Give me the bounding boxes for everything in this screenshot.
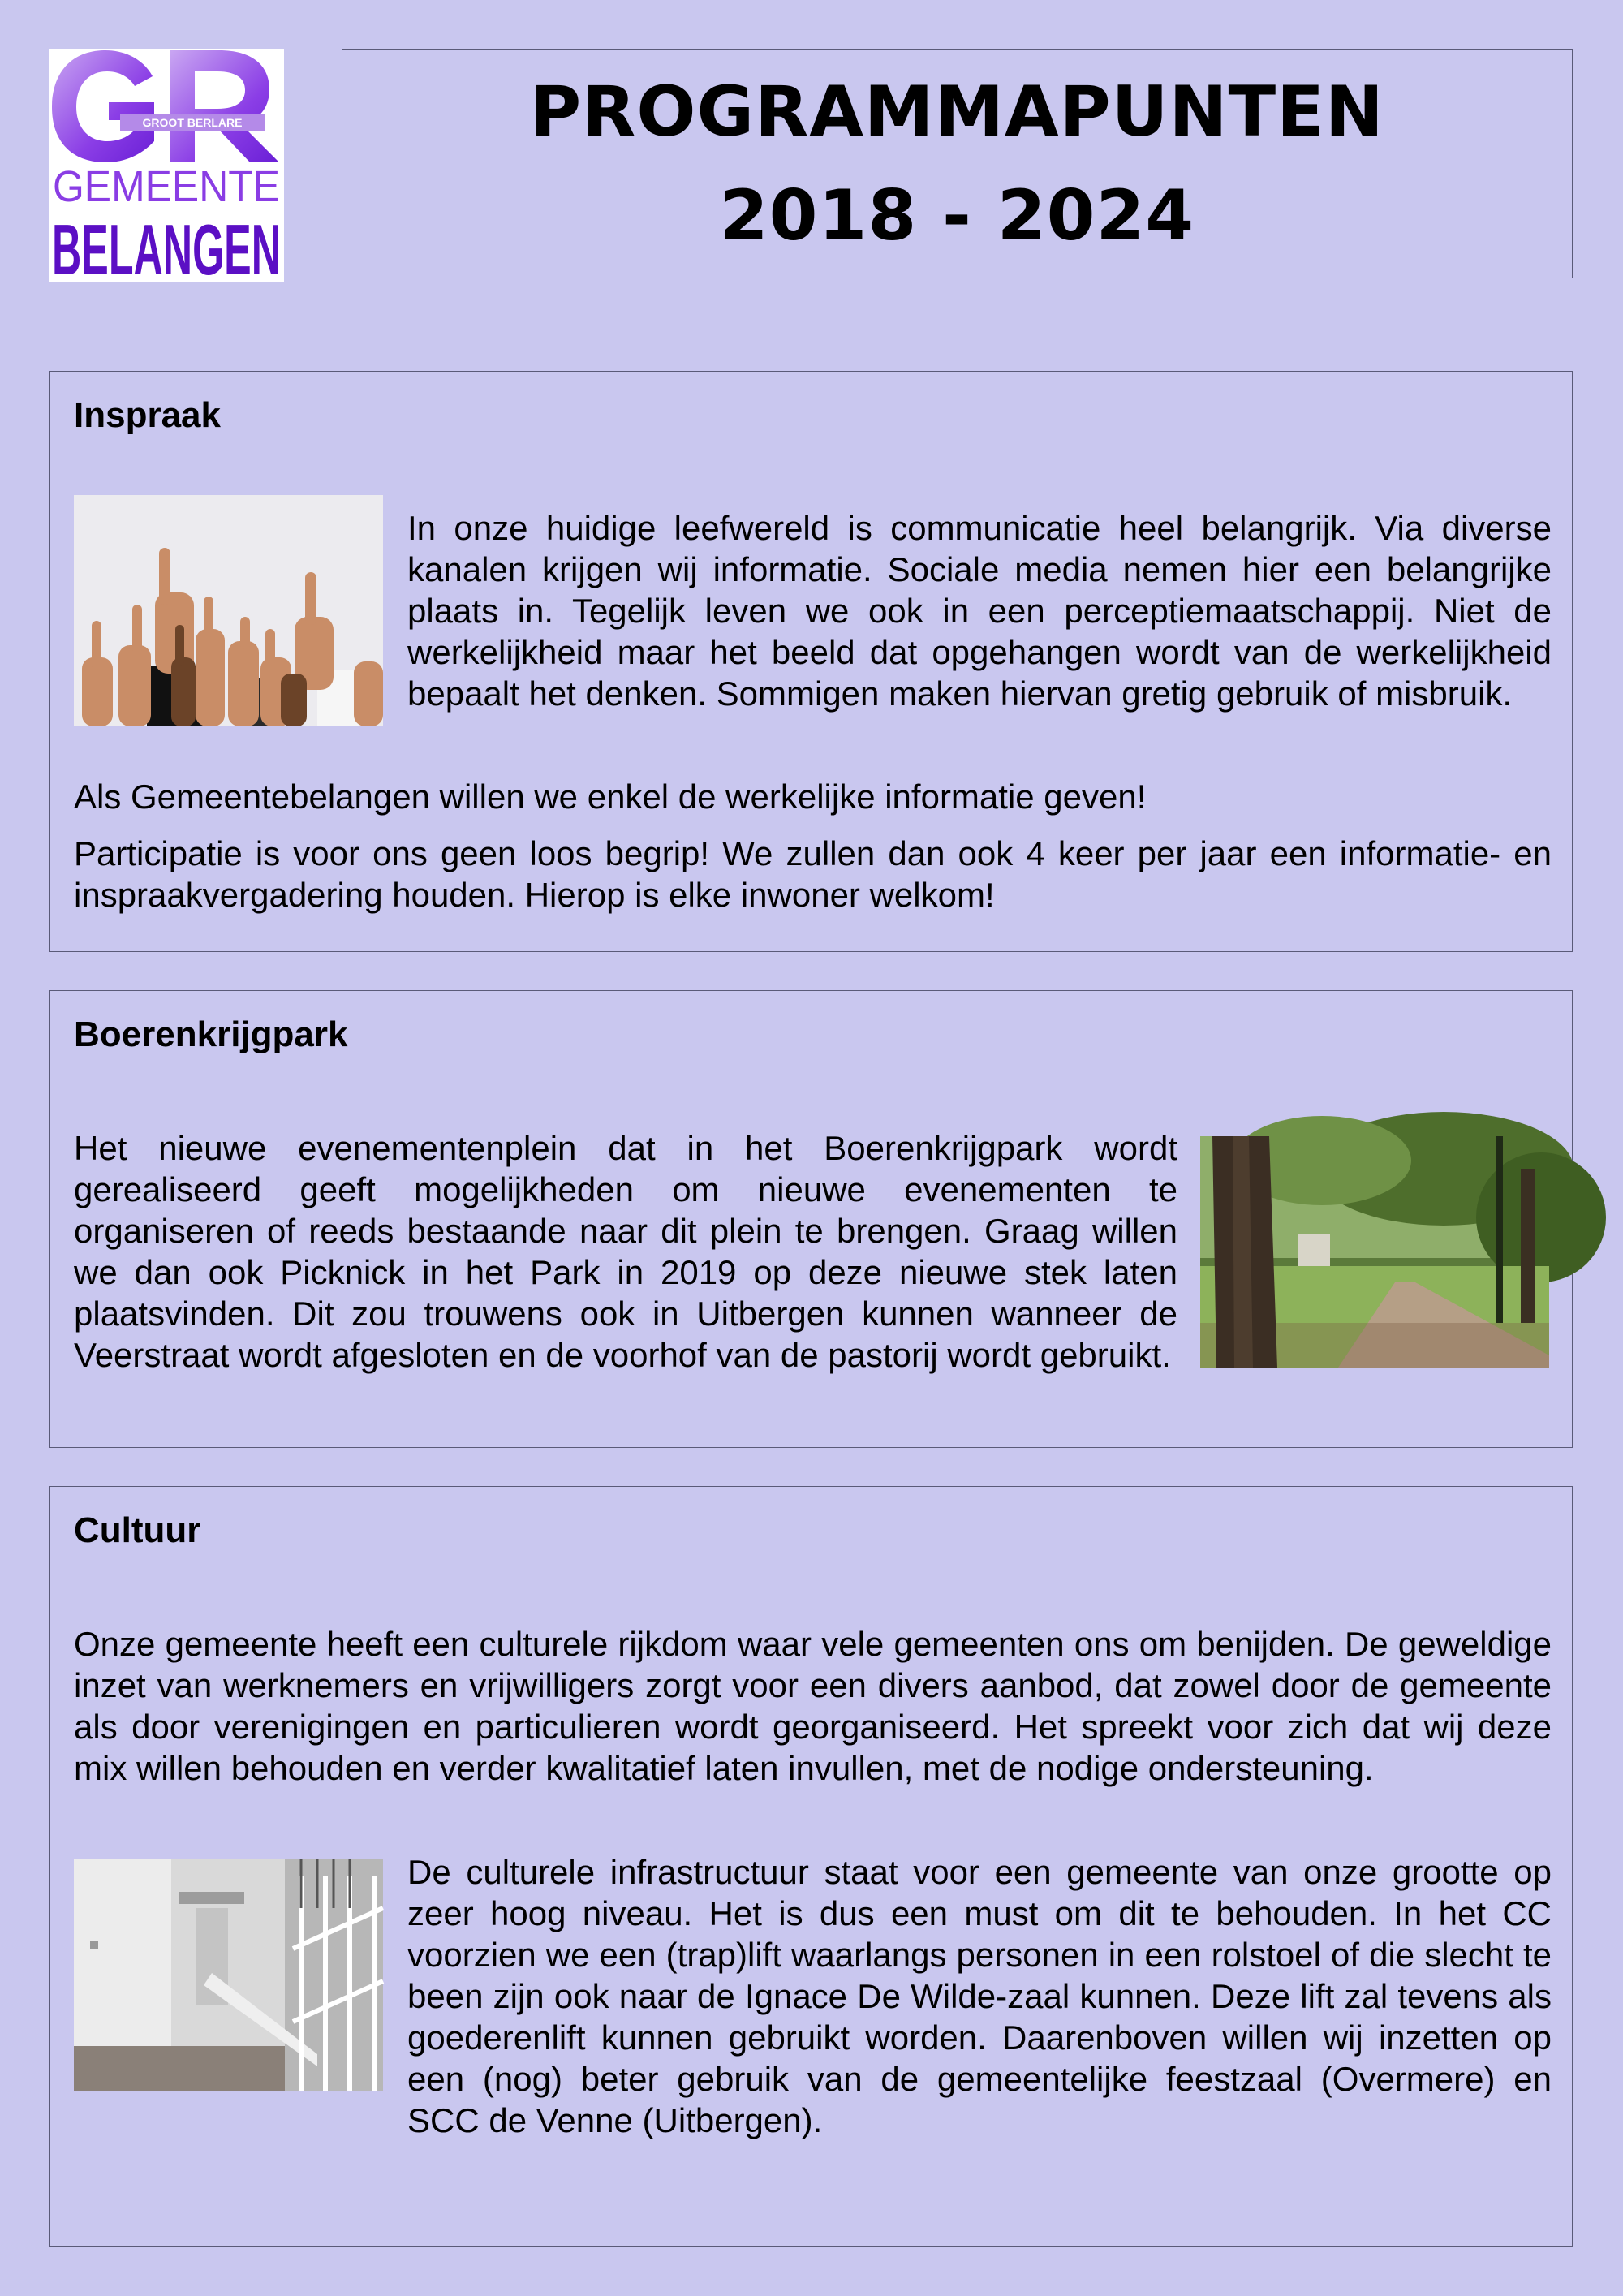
page-period: 2018 - 2024 [719, 174, 1195, 256]
raised-hands-photo [74, 495, 383, 726]
section-title: Cultuur [74, 1510, 201, 1550]
cultuur-paragraph-2: De culturele infrastructuur staat voor een gemeente van onze grootte op zeer hoog niveau. Het is dus een must om dit te behouden. In het CC voorzien we een (trap)lift waarlangs personen in een rolstoel of die slecht te been zijn ook naar de Ignace De Wilde-zaal kunnen. Deze lift zal tevens als goederenlift kunnen gebruikt worden. Daarenboven willen wij inzetten op een (nog) beter gebruik van de gemeentelijke feestzaal (Overmere) en SCC de Venne (Uitbergen). [407, 1853, 1552, 2139]
section-cultuur [49, 1486, 1573, 2247]
boerenkrijgpark-paragraph-1: Het nieuwe evenementenplein dat in het Boerenkrijgpark wordt gerealiseerd geeft mogelijkheden om nieuwe evenementen te organiseren of reeds bestaande naar dit plein te brengen. Graag willen we dan ook Picknick in het Park in 2019 op deze nieuwe stek laten plaatsvinden. Dit zou trouwens ook in Uitbergen kunnen wanneer de Veerstraat wordt afgesloten en de voorhof van de pastorij wordt gebruikt. [74, 1129, 1177, 1374]
section-boerenkrijgpark [49, 990, 1573, 1448]
section-title: Inspraak [74, 395, 221, 435]
inspraak-paragraph-3: Participatie is voor ons geen loos begrip! We zullen dan ook 4 keer per jaar een informatie- en inspraakvergadering houden. Hierop is elke inwoner welkom! [74, 834, 1552, 914]
park-path-photo [1200, 1136, 1549, 1368]
logo-line2: BELANGEN [52, 209, 281, 290]
page-title: PROGRAMMAPUNTEN [530, 71, 1384, 153]
stair-lift-photo [74, 1859, 383, 2091]
party-logo [49, 49, 284, 290]
logo-graphic [49, 49, 284, 290]
section-title: Boerenkrijgpark [74, 1014, 348, 1054]
title-box [342, 49, 1573, 278]
logo-tagline: GROOT BERLARE [142, 116, 243, 129]
inspraak-paragraph-1: In onze huidige leefwereld is communicatie heel belangrijk. Via diverse kanalen krijgen wij informatie. Sociale media nemen hier een belangrijke plaats in. Tegelijk leven we ook in een perceptiemaatschappij. Niet de werkelijkheid maar het beeld dat opgehangen wordt van de werkelijkheid bepaalt het denken. Sommigen maken hiervan gretig gebruik of misbruik. [407, 509, 1552, 713]
cultuur-paragraph-2-main [407, 1851, 1552, 2141]
section-inspraak [49, 371, 1573, 952]
cultuur-paragraph-1: Onze gemeente heeft een culturele rijkdom waar vele gemeenten ons om benijden. De geweldige inzet van werknemers en vrijwilligers zorgt voor een divers aanbod, dat zowel door de gemeente als door verenigingen en particulieren wordt georganiseerd. Het spreekt voor zich dat wij deze mix willen behouden en verder kwalitatief laten invullen, met de nodige ondersteuning. [74, 1625, 1552, 1787]
logo-line1: GEMEENTE [53, 162, 280, 211]
inspraak-paragraph-2: Als Gemeentebelangen willen we enkel de werkelijke informatie geven! [74, 778, 1147, 816]
